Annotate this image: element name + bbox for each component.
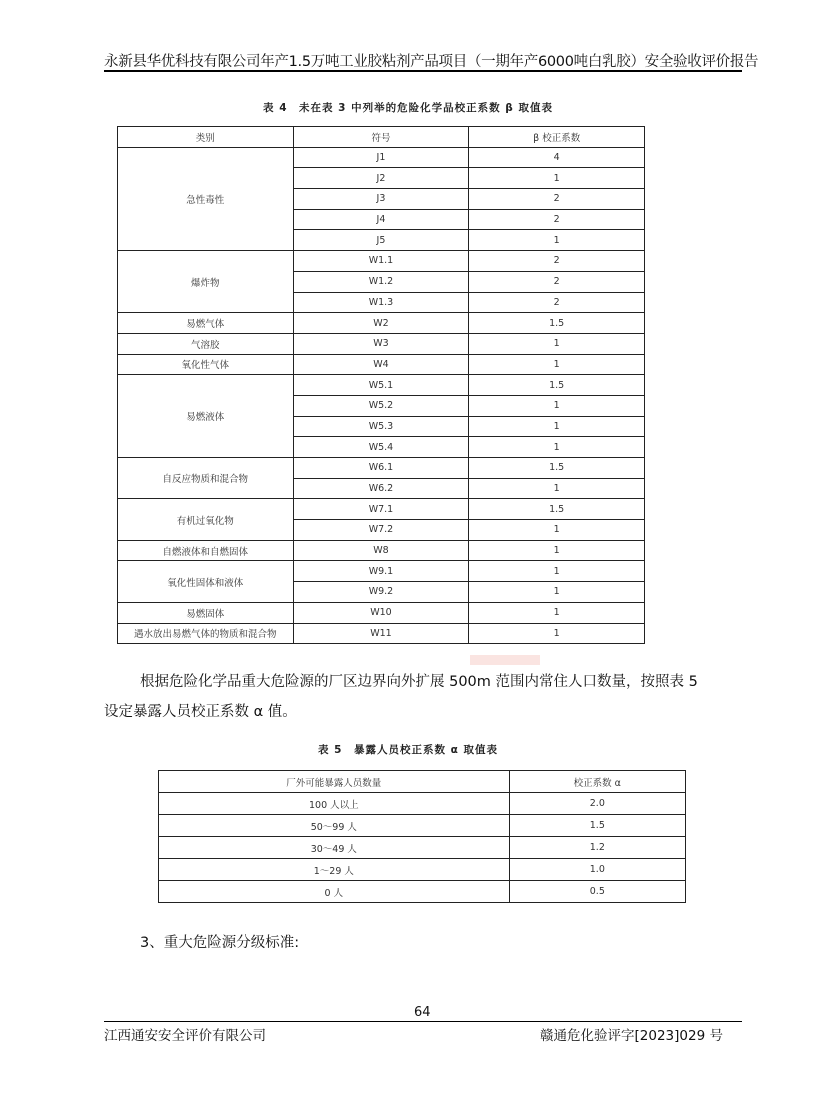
category-cell: 易燃气体 [118, 313, 294, 334]
table-row [118, 375, 645, 396]
watermark-stamp [470, 655, 540, 665]
column-header: 类别 [118, 127, 294, 148]
table-row [118, 561, 645, 582]
column-header: 符号 [293, 127, 469, 148]
table-row [118, 147, 645, 168]
symbol-cell: W7.1 [293, 499, 469, 520]
category-cell: 易燃固体 [118, 602, 294, 623]
category-cell: 自反应物质和混合物 [118, 458, 294, 499]
coefficient-cell: 1.5 [469, 375, 645, 396]
table-row [118, 354, 645, 375]
coefficient-cell: 0.5 [509, 881, 685, 903]
symbol-cell: W5.1 [293, 375, 469, 396]
table5-caption: 表 5 暴露人员校正系数 α 取值表 [318, 744, 498, 756]
report-header: 永新县华优科技有限公司年产1.5万吨工业胶粘剂产品项目（一期年产6000吨白乳胶）安全验收评价报告 [104, 54, 759, 70]
category-cell: 自燃液体和自燃固体 [118, 540, 294, 561]
symbol-cell: W3 [293, 333, 469, 354]
population-cell: 0 人 [159, 881, 510, 903]
coefficient-cell: 2 [469, 251, 645, 272]
symbol-cell: W5.2 [293, 395, 469, 416]
symbol-cell: W2 [293, 313, 469, 334]
symbol-cell: W4 [293, 354, 469, 375]
symbol-cell: W6.1 [293, 458, 469, 479]
category-cell: 氧化性气体 [118, 354, 294, 375]
symbol-cell: W1.3 [293, 292, 469, 313]
header-rule [104, 70, 742, 72]
category-cell: 遇水放出易燃气体的物质和混合物 [118, 623, 294, 644]
category-cell: 易燃液体 [118, 375, 294, 458]
symbol-cell: W1.2 [293, 271, 469, 292]
coefficient-cell: 1 [469, 602, 645, 623]
coefficient-cell: 1.5 [509, 815, 685, 837]
symbol-cell: J5 [293, 230, 469, 251]
table-row [118, 313, 645, 334]
paragraph-line2: 设定暴露人员校正系数 α 值。 [104, 704, 297, 720]
footer-company: 江西通安安全评价有限公司 [104, 1028, 266, 1044]
category-cell: 氧化性固体和液体 [118, 561, 294, 602]
coefficient-cell: 1 [469, 416, 645, 437]
symbol-cell: W10 [293, 602, 469, 623]
coefficient-cell: 1 [469, 437, 645, 458]
table4-caption: 表 4 未在表 3 中列举的危险化学品校正系数 β 取值表 [263, 102, 553, 114]
coefficient-cell: 1 [469, 168, 645, 189]
table-row [118, 333, 645, 354]
symbol-cell: W9.2 [293, 582, 469, 603]
category-cell: 爆炸物 [118, 251, 294, 313]
symbol-cell: W6.2 [293, 478, 469, 499]
table-row [159, 881, 686, 903]
coefficient-cell: 2 [469, 292, 645, 313]
column-header: 校正系数 α [509, 771, 685, 793]
table-row [118, 602, 645, 623]
coefficient-cell: 1 [469, 395, 645, 416]
symbol-cell: J3 [293, 189, 469, 210]
table-row [159, 859, 686, 881]
footer-docno: 赣通危化验评字[2023]029 号 [540, 1028, 723, 1044]
coefficient-cell: 2 [469, 189, 645, 210]
coefficient-cell: 2 [469, 209, 645, 230]
coefficient-cell: 1 [469, 520, 645, 541]
beta-coefficient-table [117, 126, 645, 644]
coefficient-cell: 1 [469, 623, 645, 644]
category-cell: 气溶胶 [118, 333, 294, 354]
coefficient-cell: 4 [469, 147, 645, 168]
table-row [118, 251, 645, 272]
coefficient-cell: 1 [469, 540, 645, 561]
coefficient-cell: 1 [469, 333, 645, 354]
symbol-cell: J2 [293, 168, 469, 189]
table-header-row [118, 127, 645, 148]
symbol-cell: W9.1 [293, 561, 469, 582]
column-header: 厂外可能暴露人员数量 [159, 771, 510, 793]
table-row [159, 793, 686, 815]
footer-rule [104, 1021, 742, 1022]
section-heading: 3、重大危险源分级标准: [140, 935, 300, 951]
population-cell: 30～49 人 [159, 837, 510, 859]
paragraph-line1: 根据危险化学品重大危险源的厂区边界向外扩展 500m 范围内常住人口数量，按照表 5 [140, 674, 698, 690]
table-row [159, 815, 686, 837]
symbol-cell: J1 [293, 147, 469, 168]
table-row [118, 458, 645, 479]
coefficient-cell: 2.0 [509, 793, 685, 815]
alpha-coefficient-table [158, 770, 686, 903]
coefficient-cell: 2 [469, 271, 645, 292]
category-cell: 有机过氧化物 [118, 499, 294, 540]
coefficient-cell: 1 [469, 354, 645, 375]
coefficient-cell: 1.5 [469, 458, 645, 479]
coefficient-cell: 1.0 [509, 859, 685, 881]
symbol-cell: W5.3 [293, 416, 469, 437]
table-row [159, 837, 686, 859]
coefficient-cell: 1.5 [469, 499, 645, 520]
symbol-cell: W8 [293, 540, 469, 561]
column-header: β 校正系数 [469, 127, 645, 148]
table-row [118, 499, 645, 520]
symbol-cell: W5.4 [293, 437, 469, 458]
table-row [118, 540, 645, 561]
population-cell: 50～99 人 [159, 815, 510, 837]
coefficient-cell: 1.5 [469, 313, 645, 334]
symbol-cell: W7.2 [293, 520, 469, 541]
table-row [118, 623, 645, 644]
symbol-cell: J4 [293, 209, 469, 230]
population-cell: 100 人以上 [159, 793, 510, 815]
symbol-cell: W11 [293, 623, 469, 644]
coefficient-cell: 1.2 [509, 837, 685, 859]
symbol-cell: W1.1 [293, 251, 469, 272]
coefficient-cell: 1 [469, 561, 645, 582]
population-cell: 1～29 人 [159, 859, 510, 881]
coefficient-cell: 1 [469, 478, 645, 499]
category-cell: 急性毒性 [118, 147, 294, 250]
coefficient-cell: 1 [469, 230, 645, 251]
page-number: 64 [414, 1005, 431, 1020]
table-header-row [159, 771, 686, 793]
coefficient-cell: 1 [469, 582, 645, 603]
